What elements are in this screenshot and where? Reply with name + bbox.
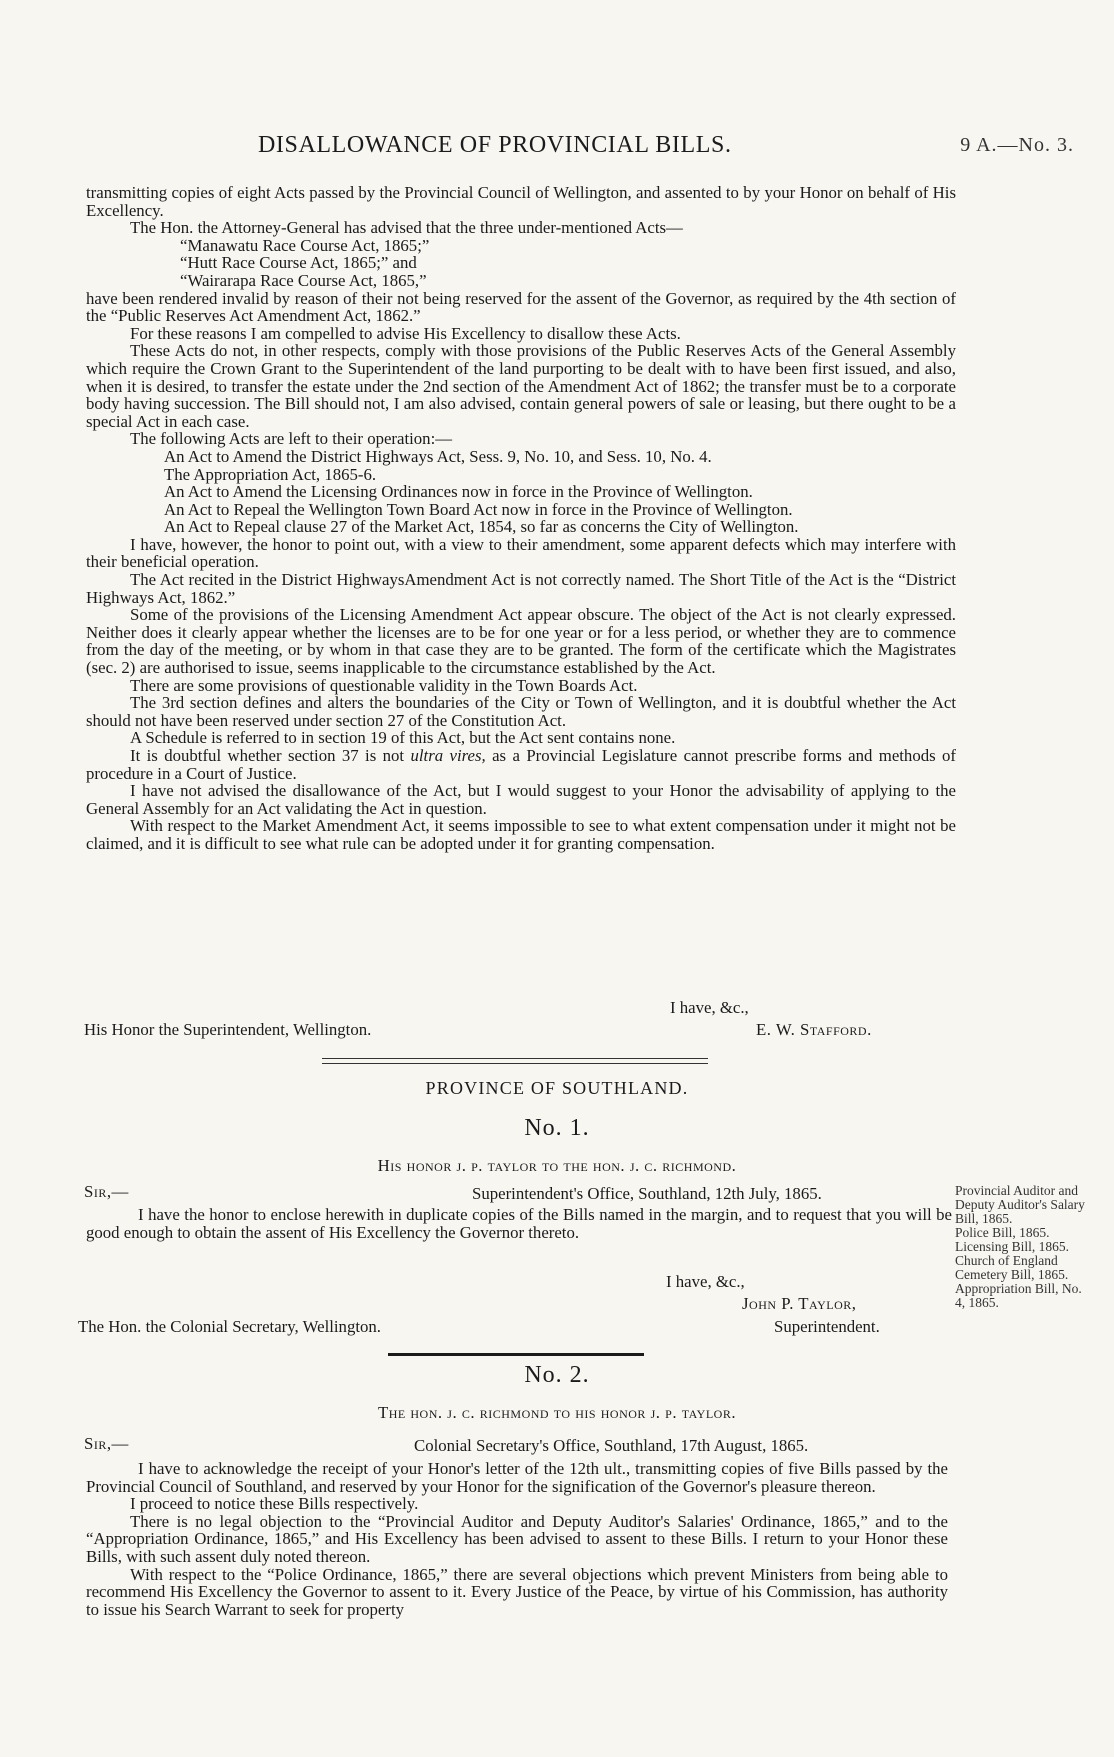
addressee: His Honor the Superintendent, Wellington.	[84, 1020, 372, 1039]
section-divider	[322, 1058, 708, 1064]
addressee: The Hon. the Colonial Secretary, Wellington.	[78, 1317, 381, 1336]
letter-number: No. 1.	[524, 1115, 590, 1141]
letter-from-to: His honor j. p. taylor to the hon. j. c. richmond.	[377, 1156, 737, 1175]
page-reference: 9 A.—No. 3.	[960, 134, 1074, 156]
text-run: as a Provincial Legislature cannot prescribe forms and methods of procedure in a Court of Justice.	[86, 746, 957, 783]
paragraph: have been rendered invalid by reason of their not being reserved for the assent of the Governor, as required by the 4th section of the “Public Reserves Act Amendment Act, 1862.”	[86, 288, 956, 326]
act-item: An Act to Amend the Licensing Ordinances now in force in the Province of Wellington.	[164, 482, 753, 502]
paragraph: A Schedule is referred to in section 19 of this Act, but the Act sent contains none.	[130, 728, 676, 748]
province-heading: PROVINCE OF SOUTHLAND.	[425, 1078, 689, 1098]
wellington-letter-body	[86, 184, 956, 853]
paragraph: I have, however, the honor to point out, with a view to their amendment, some apparent defects which may interfere with their beneficial operation.	[86, 534, 956, 572]
paragraph: The 3rd section defines and alters the boundaries of the City or Town of Wellington, and it is doubtful whether the Act should not have been reserved under section 27 of the Constitution Act.	[86, 693, 956, 730]
paragraph: I proceed to notice these Bills respectively.	[130, 1494, 419, 1514]
letter-divider	[388, 1353, 644, 1356]
paragraph: With respect to the Market Amendment Act, it seems impossible to see to what extent compensation under it might not be claimed, and it is difficult to see what rule can be adopted under it for granting compensation.	[86, 816, 956, 853]
paragraph: The Act recited in the District HighwaysAmendment Act is not correctly named. The Short Title of the Act is the “District Highways Act, 1862.”	[86, 570, 956, 607]
margin-bill: Licensing Bill, 1865.	[955, 1239, 1069, 1254]
paragraph: Some of the provisions of the Licensing Amendment Act appear obscure. The object of the Act is not clearly expressed. Neither does it clearly appear whether the licenses are to be for one year or for a less period, or whether they are to commence from the day of the meeting, or by whom in that case they are to be granted. The form of the certificate which the Magistrates (sec. 2) are authorised to issue, seems inapplicable to the circumstance established by the Act.	[86, 605, 956, 678]
act-item: The Appropriation Act, 1865-6.	[164, 464, 377, 484]
closing-phrase: I have, &c.,	[666, 1272, 745, 1291]
race-act-item: “Hutt Race Course Act, 1865;” and	[180, 253, 417, 273]
paragraph-ultra-vires	[86, 747, 956, 782]
paragraph: These Acts do not, in other respects, comply with those provisions of the Public Reserves Acts of the General Assembly which require the Crown Grant to the Superintendent of the land purporting to be dealt with to have been first issued, and also, when it is desired, to transfer the estate under the 2nd section of the Amendment Act of 1862; the transfer must be to a corporate body having succession. The Bill should not, I am also advised, contain general powers of sale or leasing, but there ought to be a special Act in each case.	[86, 341, 956, 431]
act-item: An Act to Repeal clause 27 of the Market Act, 1854, so far as concerns the City of Wellington.	[164, 517, 799, 537]
paragraph: For these reasons I am compelled to advise His Excellency to disallow these Acts.	[130, 323, 681, 343]
margin-bill-list	[955, 1184, 1085, 1310]
signature-title: Superintendent.	[774, 1317, 880, 1336]
margin-bill: Provincial Auditor and Deputy Auditor's Salary Bill, 1865.	[955, 1183, 1085, 1226]
paragraph: There are some provisions of questionable validity in the Town Boards Act.	[130, 675, 638, 695]
closing-phrase: I have, &c.,	[670, 998, 749, 1017]
act-item: An Act to Amend the District Highways Act, Sess. 9, No. 10, and Sess. 10, No. 4.	[164, 446, 712, 466]
margin-bill: Appropriation Bill, No. 4, 1865.	[955, 1281, 1082, 1310]
paragraph: I have to acknowledge the receipt of your Honor's letter of the 12th ult., transmitting copies of five Bills passed by the Provincial Council of Southland, and reserved by your Honor for the signification of the Governor's pleasure thereon.	[86, 1459, 948, 1496]
italic-term: ultra vires,	[410, 746, 486, 765]
letter-number: No. 2.	[524, 1362, 590, 1388]
salutation: Sir,—	[84, 1182, 129, 1201]
salutation: Sir,—	[84, 1434, 129, 1453]
paragraph: With respect to the “Police Ordinance, 1865,” there are several objections which prevent Ministers from being able to recommend His Excellency the Governor to assent to it. Every Justice of the Peace, by virtue of his Commission, has authority to issue his Search Warrant to seek for property	[86, 1564, 948, 1619]
text-run: It is doubtful whether section 37 is not	[130, 746, 411, 765]
signature: John P. Taylor,	[742, 1294, 857, 1313]
letter-from-to: The hon. j. c. richmond to his honor j. p. taylor.	[377, 1403, 737, 1422]
race-act-item: “Manawatu Race Course Act, 1865;”	[180, 235, 430, 255]
paragraph: I have not advised the disallowance of the Act, but I would suggest to your Honor the advisability of applying to the General Assembly for an Act validating the Act in question.	[86, 781, 956, 818]
act-item: An Act to Repeal the Wellington Town Board Act now in force in the Province of Wellington.	[164, 499, 793, 519]
margin-bill: Police Bill, 1865.	[955, 1225, 1050, 1240]
running-title: DISALLOWANCE OF PROVINCIAL BILLS.	[258, 132, 732, 158]
margin-bill: Church of England Cemetery Bill, 1865.	[955, 1253, 1069, 1282]
letter1-body	[86, 1206, 952, 1241]
signature: E. W. Stafford.	[756, 1020, 872, 1039]
place-date: Superintendent's Office, Southland, 12th July, 1865.	[472, 1184, 822, 1203]
place-date: Colonial Secretary's Office, Southland, 17th August, 1865.	[414, 1436, 809, 1455]
letter2-body	[86, 1460, 948, 1618]
paragraph: There is no legal objection to the “Provincial Auditor and Deputy Auditor's Salaries' Ordinance, 1865,” and to the “Appropriation Ordinance, 1865,” and His Excellency has been advised to assent to these Bills. I return to your Honor these Bills, with such assent duly noted thereon.	[86, 1511, 948, 1566]
paragraph: transmitting copies of eight Acts passed by the Provincial Council of Wellington, and assented to by your Honor on behalf of His Excellency.	[86, 183, 956, 220]
race-act-item: “Wairarapa Race Course Act, 1865,”	[180, 270, 427, 290]
paragraph: I have the honor to enclose herewith in duplicate copies of the Bills named in the margin, and to request that you will be good enough to obtain the assent of His Excellency the Governor thereto.	[86, 1205, 952, 1242]
paragraph: The Hon. the Attorney-General has advised that the three under-mentioned Acts—	[130, 218, 683, 238]
paragraph: The following Acts are left to their operation:—	[130, 429, 453, 449]
page-header	[0, 132, 1114, 162]
